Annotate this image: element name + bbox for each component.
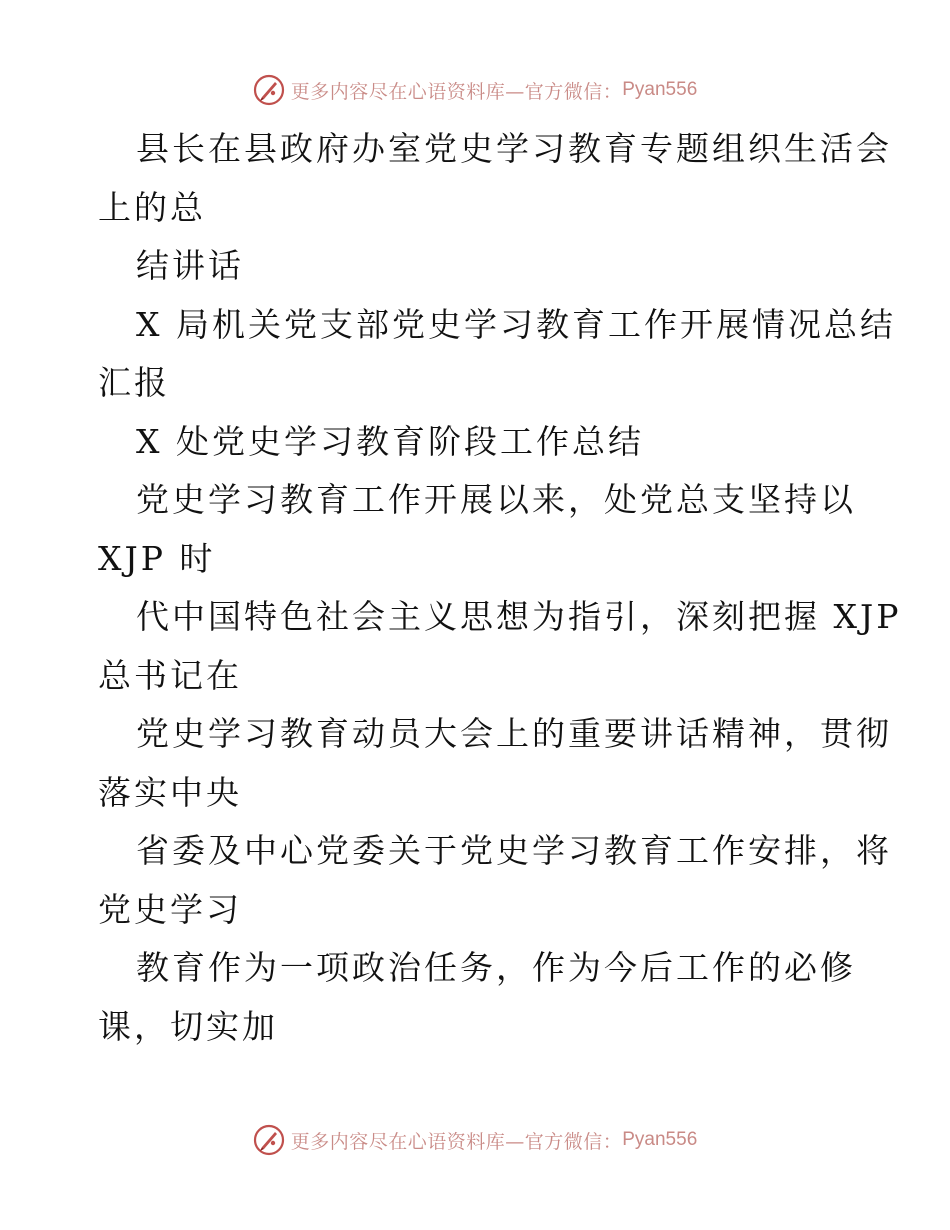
watermark-wechat-id: Pyan556 [622, 1129, 698, 1150]
text-line: X 处党史学习教育阶段工作总结 [136, 421, 644, 461]
text-line: 省委及中心党委关于党史学习教育工作安排，将 [136, 831, 892, 870]
text-line: 党史学习教育动员大会上的重要讲话精神，贯彻 [136, 714, 892, 753]
document-body [98, 120, 902, 1056]
text-line: 总书记在 [98, 655, 242, 695]
watermark-wechat-id: Pyan556 [622, 79, 698, 100]
quill-pen-logo-icon [253, 74, 285, 106]
text-line: 落实中央 [98, 772, 242, 812]
text-line: 上的总 [98, 187, 206, 227]
quill-pen-logo-icon [253, 1124, 285, 1156]
text-line: 汇报 [98, 363, 170, 402]
text-line: 结讲话 [136, 246, 244, 285]
text-line: 党史学习教育工作开展以来，处党总支坚持以 [136, 480, 856, 519]
text-line: 党史学习 [98, 889, 242, 929]
footer-watermark [0, 1120, 950, 1160]
text-line: 县长在县政府办室党史学习教育专题组织生活会 [136, 129, 892, 168]
header-watermark [0, 70, 950, 110]
text-line: X 局机关党支部党史学习教育工作开展情况总结 [136, 304, 896, 344]
watermark-text: 更多内容尽在心语资料库—官方微信： [290, 1130, 623, 1153]
text-line: 代中国特色社会主义思想为指引，深刻把握 XJP [136, 597, 902, 636]
text-line: XJP 时 [98, 538, 216, 578]
text-line: 教育作为一项政治任务，作为今后工作的必修 [136, 948, 856, 987]
text-line: 课，切实加 [98, 1006, 278, 1046]
watermark-text: 更多内容尽在心语资料库—官方微信： [290, 80, 623, 103]
